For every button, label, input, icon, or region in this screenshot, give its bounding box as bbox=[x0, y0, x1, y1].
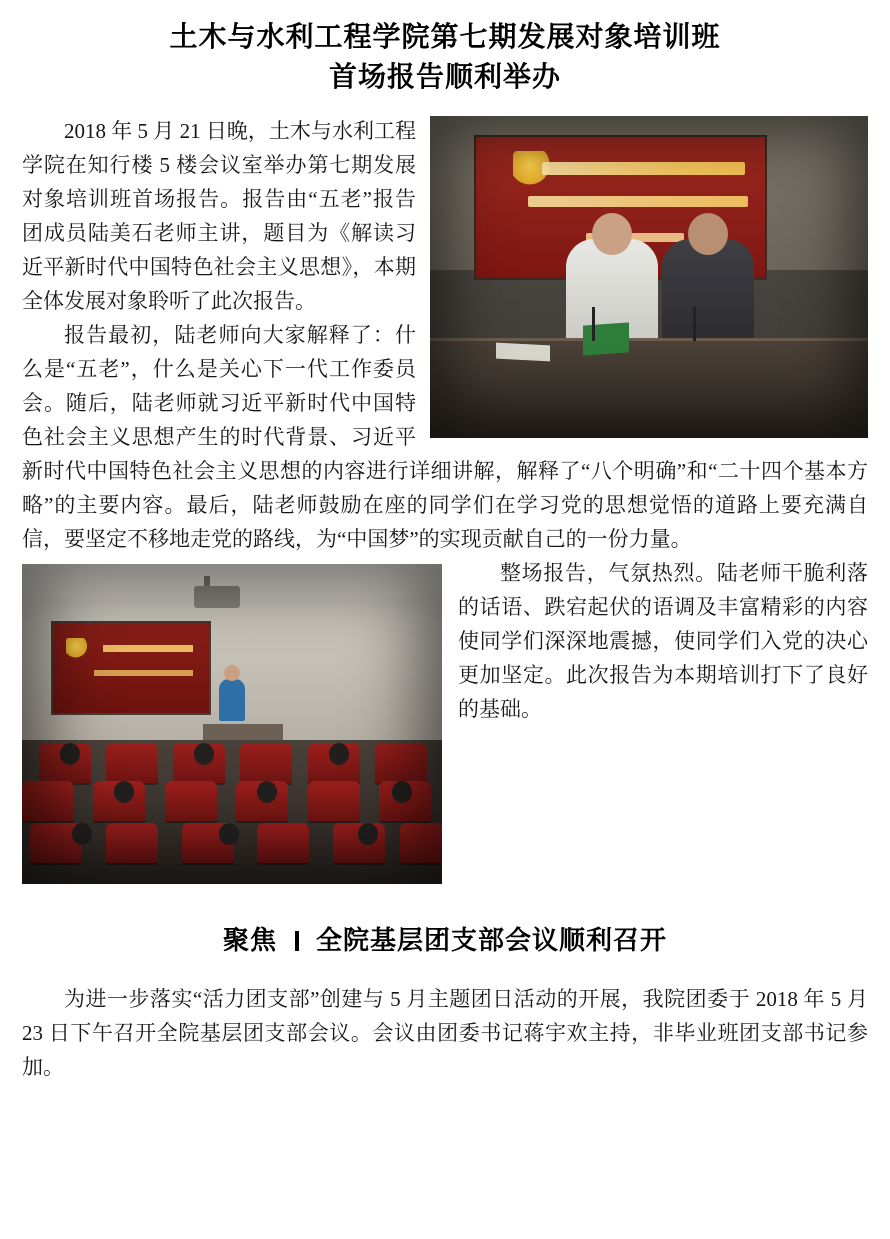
section-paragraph-1: 为进一步落实“活力团支部”创建与 5 月主题团日活动的开展，我院团委于 2018 年 5 月 23 日下午召开全院基层团支部会议。会议由团委书记蒋宇欢主持，非毕业班团支部书记参加。 bbox=[22, 986, 868, 1079]
section-heading bbox=[22, 920, 868, 962]
article-body bbox=[22, 114, 868, 1084]
separator-bar-icon bbox=[295, 931, 299, 951]
photo-lecture-podium bbox=[430, 116, 868, 438]
section-prefix: 聚焦 bbox=[222, 925, 277, 955]
page-title bbox=[22, 18, 868, 98]
paragraph-1: 2018 年 5 月 21 日晚，土木与水利工程学院在知行楼 5 楼会议室举办第七期发展对象培训班首场报告。报告由“五老”报告团成员陆美石老师主讲，题目为《解读习近平新时代中国特色社会主义思想》，本期全体发展对象聆听了此次报告。 bbox=[22, 118, 416, 313]
page-title-line-2: 首场报告顺利举办 bbox=[328, 61, 561, 93]
paragraph-3: 整场报告，气氛热烈。陆老师干脆利落的话语、跌宕起伏的语调及丰富精彩的内容使同学们深深地震撼，使同学们入党的决心更加坚定。此次报告为本期培训打下了良好的基础。 bbox=[458, 560, 868, 721]
section-title-text: 全院基层团支部会议顺利召开 bbox=[316, 925, 668, 955]
paragraph-2: 报告最初，陆老师向大家解释了：什么是“五老”，什么是关心下一代工作委员会。随后，陆老师就习近平新时代中国特色社会主义思想产生的时代背景、习近平新时代中国特色社会主义思想的内容进行详细讲解，解释了“八个明确”和“二十四个基本方略”的主要内容。最后，陆老师鼓励在座的同学们在学习党的思想觉悟的道路上要充满自信，要坚定不移地走党的路线，为“中国梦”的实现贡献自己的一份力量。 bbox=[22, 322, 868, 551]
page-title-line-1: 土木与水利工程学院第七期发展对象培训班 bbox=[169, 22, 721, 53]
photo-audience-hall bbox=[22, 564, 442, 884]
